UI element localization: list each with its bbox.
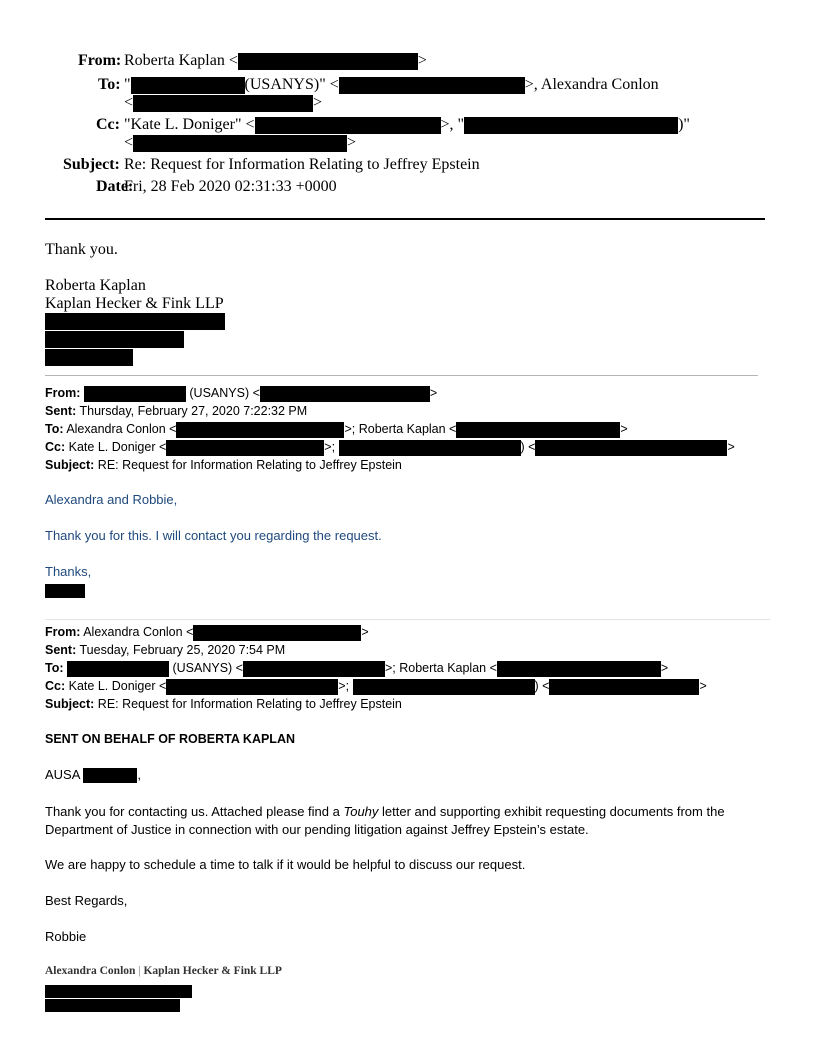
sig-separator: | xyxy=(138,965,141,977)
redaction xyxy=(193,625,361,641)
sig-name: Alexandra Conlon xyxy=(45,965,136,977)
from-name: (USANYS) < xyxy=(189,386,260,400)
from-label: From: xyxy=(45,386,81,400)
redaction xyxy=(133,135,347,152)
cc-a: Kate L. Doniger < xyxy=(68,440,167,454)
redaction xyxy=(45,313,225,330)
redaction xyxy=(535,440,727,456)
signature-firm: Kaplan Hecker & Fink LLP xyxy=(45,295,224,312)
email3-to-row xyxy=(45,659,707,677)
from-b: > xyxy=(361,625,369,639)
email3-signature-line xyxy=(45,965,282,977)
cc-end: )" xyxy=(678,116,690,133)
from-label: From: xyxy=(78,52,122,69)
date-value: Fri, 28 Feb 2020 02:31:33 +0000 xyxy=(124,178,337,195)
redaction xyxy=(45,331,184,348)
sent-label: Sent: xyxy=(45,404,77,418)
from-name: Roberta Kaplan < xyxy=(124,52,238,69)
cc-label: Cc: xyxy=(45,440,66,454)
cc-a: Kate L. Doniger < xyxy=(68,679,167,693)
from-label: From: xyxy=(45,625,81,639)
redaction xyxy=(45,999,180,1012)
to-c: > xyxy=(620,422,628,436)
header-divider xyxy=(45,218,765,220)
from-close: > xyxy=(429,386,438,400)
from-close: > xyxy=(417,52,427,69)
email3-header xyxy=(45,623,707,713)
redaction xyxy=(464,117,678,134)
subject-value: RE: Request for Information Relating to Jeffrey Epstein xyxy=(97,697,402,711)
to-a: (USANYS) < xyxy=(172,661,243,675)
sent-value: Thursday, February 27, 2020 7:22:32 PM xyxy=(79,404,308,418)
to-label: To: xyxy=(45,422,64,436)
ausa-comma: , xyxy=(137,767,141,782)
cc-value-line2 xyxy=(124,134,356,152)
to-line2-open: < xyxy=(124,94,134,111)
to-a: Alexandra Conlon < xyxy=(66,422,177,436)
email3-from-row xyxy=(45,623,707,641)
sent-label: Sent: xyxy=(45,643,77,657)
email2-to-row xyxy=(45,420,735,438)
redaction xyxy=(255,117,441,134)
ausa-salutation xyxy=(45,767,141,783)
email3-regards: Best Regards, xyxy=(45,893,128,908)
cc-value xyxy=(124,116,690,134)
email3-body-paragraph1 xyxy=(45,803,725,839)
cc-name: "Kate L. Doniger" < xyxy=(124,116,255,133)
redaction xyxy=(83,768,137,783)
redaction xyxy=(166,440,324,456)
reply-thanks: Thank you. xyxy=(45,241,118,258)
email3-body-paragraph2: We are happy to schedule a time to talk if it would be helpful to discuss our request. xyxy=(45,857,526,872)
email3-sign: Robbie xyxy=(45,929,87,944)
redaction xyxy=(260,386,430,402)
redaction xyxy=(339,440,521,456)
to-b: >; Roberta Kaplan < xyxy=(385,661,497,675)
subject-value: Re: Request for Information Relating to Jeffrey Epstein xyxy=(124,156,480,173)
sig-firm: Kaplan Hecker & Fink LLP xyxy=(143,965,282,977)
to-quote: " xyxy=(124,76,131,93)
redaction xyxy=(243,661,385,677)
cc-label: Cc: xyxy=(96,116,120,133)
to-c: > xyxy=(660,661,669,675)
email2-header xyxy=(45,384,735,474)
cc-c: ) < xyxy=(520,440,536,454)
redaction xyxy=(67,661,169,677)
to-label: To: xyxy=(98,76,121,93)
redaction xyxy=(176,422,344,438)
email2-from-row xyxy=(45,384,735,402)
cc-b: >; xyxy=(324,440,336,454)
signature-name: Roberta Kaplan xyxy=(45,277,146,294)
email2-closing: Thanks, xyxy=(45,564,92,579)
redaction xyxy=(131,77,245,94)
sent-value: Tuesday, February 25, 2020 7:54 PM xyxy=(79,643,286,657)
subject-label: Subject: xyxy=(63,156,120,173)
redaction xyxy=(497,661,661,677)
redaction xyxy=(456,422,620,438)
to-name: (USANYS)" < xyxy=(244,76,339,93)
body1-b: letter and supporting exhibit requesting documents from the xyxy=(378,804,725,819)
quote-divider xyxy=(45,619,770,620)
cc-mid: >, " xyxy=(440,116,465,133)
cc-line2-close: > xyxy=(347,134,357,151)
redaction xyxy=(45,584,85,598)
redaction xyxy=(238,53,418,70)
redaction xyxy=(133,95,313,112)
redaction xyxy=(353,679,535,695)
to-value-line2 xyxy=(124,94,322,112)
body1-line2: Department of Justice in connection with our pending litigation against Jeffrey Epstein’s estate. xyxy=(45,822,589,837)
email2-sent-row xyxy=(45,402,735,420)
email2-greeting: Alexandra and Robbie, xyxy=(45,492,178,507)
from-value xyxy=(124,52,427,70)
email2-body: Thank you for this. I will contact you regarding the request. xyxy=(45,528,382,543)
cc-d: > xyxy=(727,440,735,454)
subject-label: Subject: xyxy=(45,458,95,472)
email3-sent-row xyxy=(45,641,707,659)
to-label: To: xyxy=(45,661,64,675)
subject-label: Subject: xyxy=(45,697,95,711)
cc-label: Cc: xyxy=(45,679,66,693)
cc-d: > xyxy=(699,679,707,693)
redaction xyxy=(166,679,338,695)
cc-b: >; xyxy=(338,679,350,693)
body1-a: Thank you for contacting us. Attached please find a xyxy=(45,804,344,819)
cc-line2-open: < xyxy=(124,134,134,151)
subject-value: RE: Request for Information Relating to Jeffrey Epstein xyxy=(97,458,402,472)
to-line2-close: > xyxy=(313,94,323,111)
email3-subject-row xyxy=(45,695,707,713)
email3-cc-row xyxy=(45,677,707,695)
redaction xyxy=(45,985,192,998)
quote-divider xyxy=(45,375,758,376)
redaction xyxy=(549,679,699,695)
redaction xyxy=(339,77,525,94)
to-b: >; Roberta Kaplan < xyxy=(344,422,457,436)
ausa-label: AUSA xyxy=(45,767,80,782)
redaction xyxy=(84,386,186,402)
redaction xyxy=(45,349,133,366)
email2-subject-row xyxy=(45,456,735,474)
cc-c: ) < xyxy=(534,679,550,693)
email2-cc-row xyxy=(45,438,735,456)
to-value xyxy=(124,76,659,94)
from-a: Alexandra Conlon < xyxy=(83,625,194,639)
behalf-notice: SENT ON BEHALF OF ROBERTA KAPLAN xyxy=(45,732,295,746)
to-mid: >, Alexandra Conlon xyxy=(524,76,659,93)
touhy-emphasis: Touhy xyxy=(343,804,379,819)
date-label: Date: xyxy=(96,178,134,195)
